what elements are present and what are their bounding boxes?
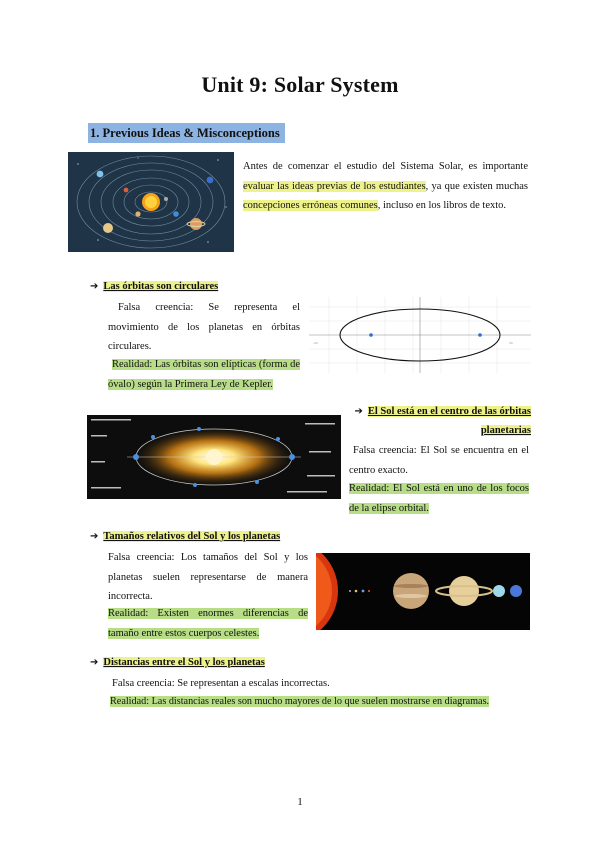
item-3-belief: Falsa creencia: Los tamaños del Sol y los planetas suelen representarse de manera incorrecta. bbox=[108, 552, 308, 602]
arrow-icon: ➔ bbox=[90, 657, 99, 668]
item-4-reality: Realidad: Las distancias reales son mucho mayores de lo que suelen mostrarse en diagramas. bbox=[110, 696, 490, 707]
item-3-reality: Realidad: Existen enormes diferencias de tamaño entre estos cuerpos celestes. bbox=[108, 608, 308, 639]
section-title: Previous Ideas & Misconceptions bbox=[102, 126, 280, 140]
solar-system-illustration bbox=[68, 152, 234, 252]
section-number: 1. bbox=[90, 126, 100, 140]
item-2-belief: Falsa creencia: El Sol se encuentra en el centro exacto. bbox=[349, 445, 529, 476]
item-3-heading: ➔ Tamaños relativos del Sol y los planetas bbox=[90, 531, 281, 542]
item-2-heading: ➔ El Sol está en el centro de las órbitas planetarias bbox=[354, 406, 531, 436]
planet-sizes-illustration bbox=[316, 553, 530, 630]
svg-text:20: 20 bbox=[509, 341, 513, 345]
arrow-icon: ➔ bbox=[90, 531, 99, 542]
intro-text-3: , incluso en los libros de texto. bbox=[377, 200, 507, 211]
arrow-icon: ➔ bbox=[90, 281, 99, 292]
item-1-heading: ➔ Las órbitas son circulares bbox=[90, 281, 219, 292]
item-1-reality: Realidad: Las órbitas son elípticas (forma de óvalo) según la Primera Ley de Kepler. bbox=[108, 359, 300, 390]
item-4-heading: ➔ Distancias entre el Sol y los planetas bbox=[90, 657, 265, 668]
item-2-reality: Realidad: El Sol está en uno de los focos de la elipse orbital. bbox=[349, 483, 529, 514]
intro-paragraph bbox=[243, 157, 528, 216]
page-title: Unit 9: Solar System bbox=[201, 72, 399, 97]
arrow-icon: ➔ bbox=[354, 406, 363, 417]
intro-text-2: , ya que existen muchas bbox=[425, 180, 529, 192]
intro-highlight-2: concepciones erróneas comunes bbox=[243, 200, 378, 211]
section-heading bbox=[88, 123, 285, 143]
intro-text-1: Antes de comenzar el estudio del Sistema Solar, es importante bbox=[243, 161, 528, 172]
intro-highlight-1: evaluar las ideas previas de los estudiantes bbox=[243, 180, 426, 192]
sun-center-illustration bbox=[87, 415, 341, 499]
item-4-belief: Falsa creencia: Se representan a escalas incorrectas. bbox=[112, 678, 330, 689]
item-1-belief: Falsa creencia: Se representa el movimiento de los planetas en órbitas circulares. bbox=[108, 302, 300, 352]
svg-text:-20: -20 bbox=[313, 341, 318, 345]
ellipse-orbit-graph bbox=[309, 297, 531, 373]
page-number: 1 bbox=[297, 796, 303, 808]
